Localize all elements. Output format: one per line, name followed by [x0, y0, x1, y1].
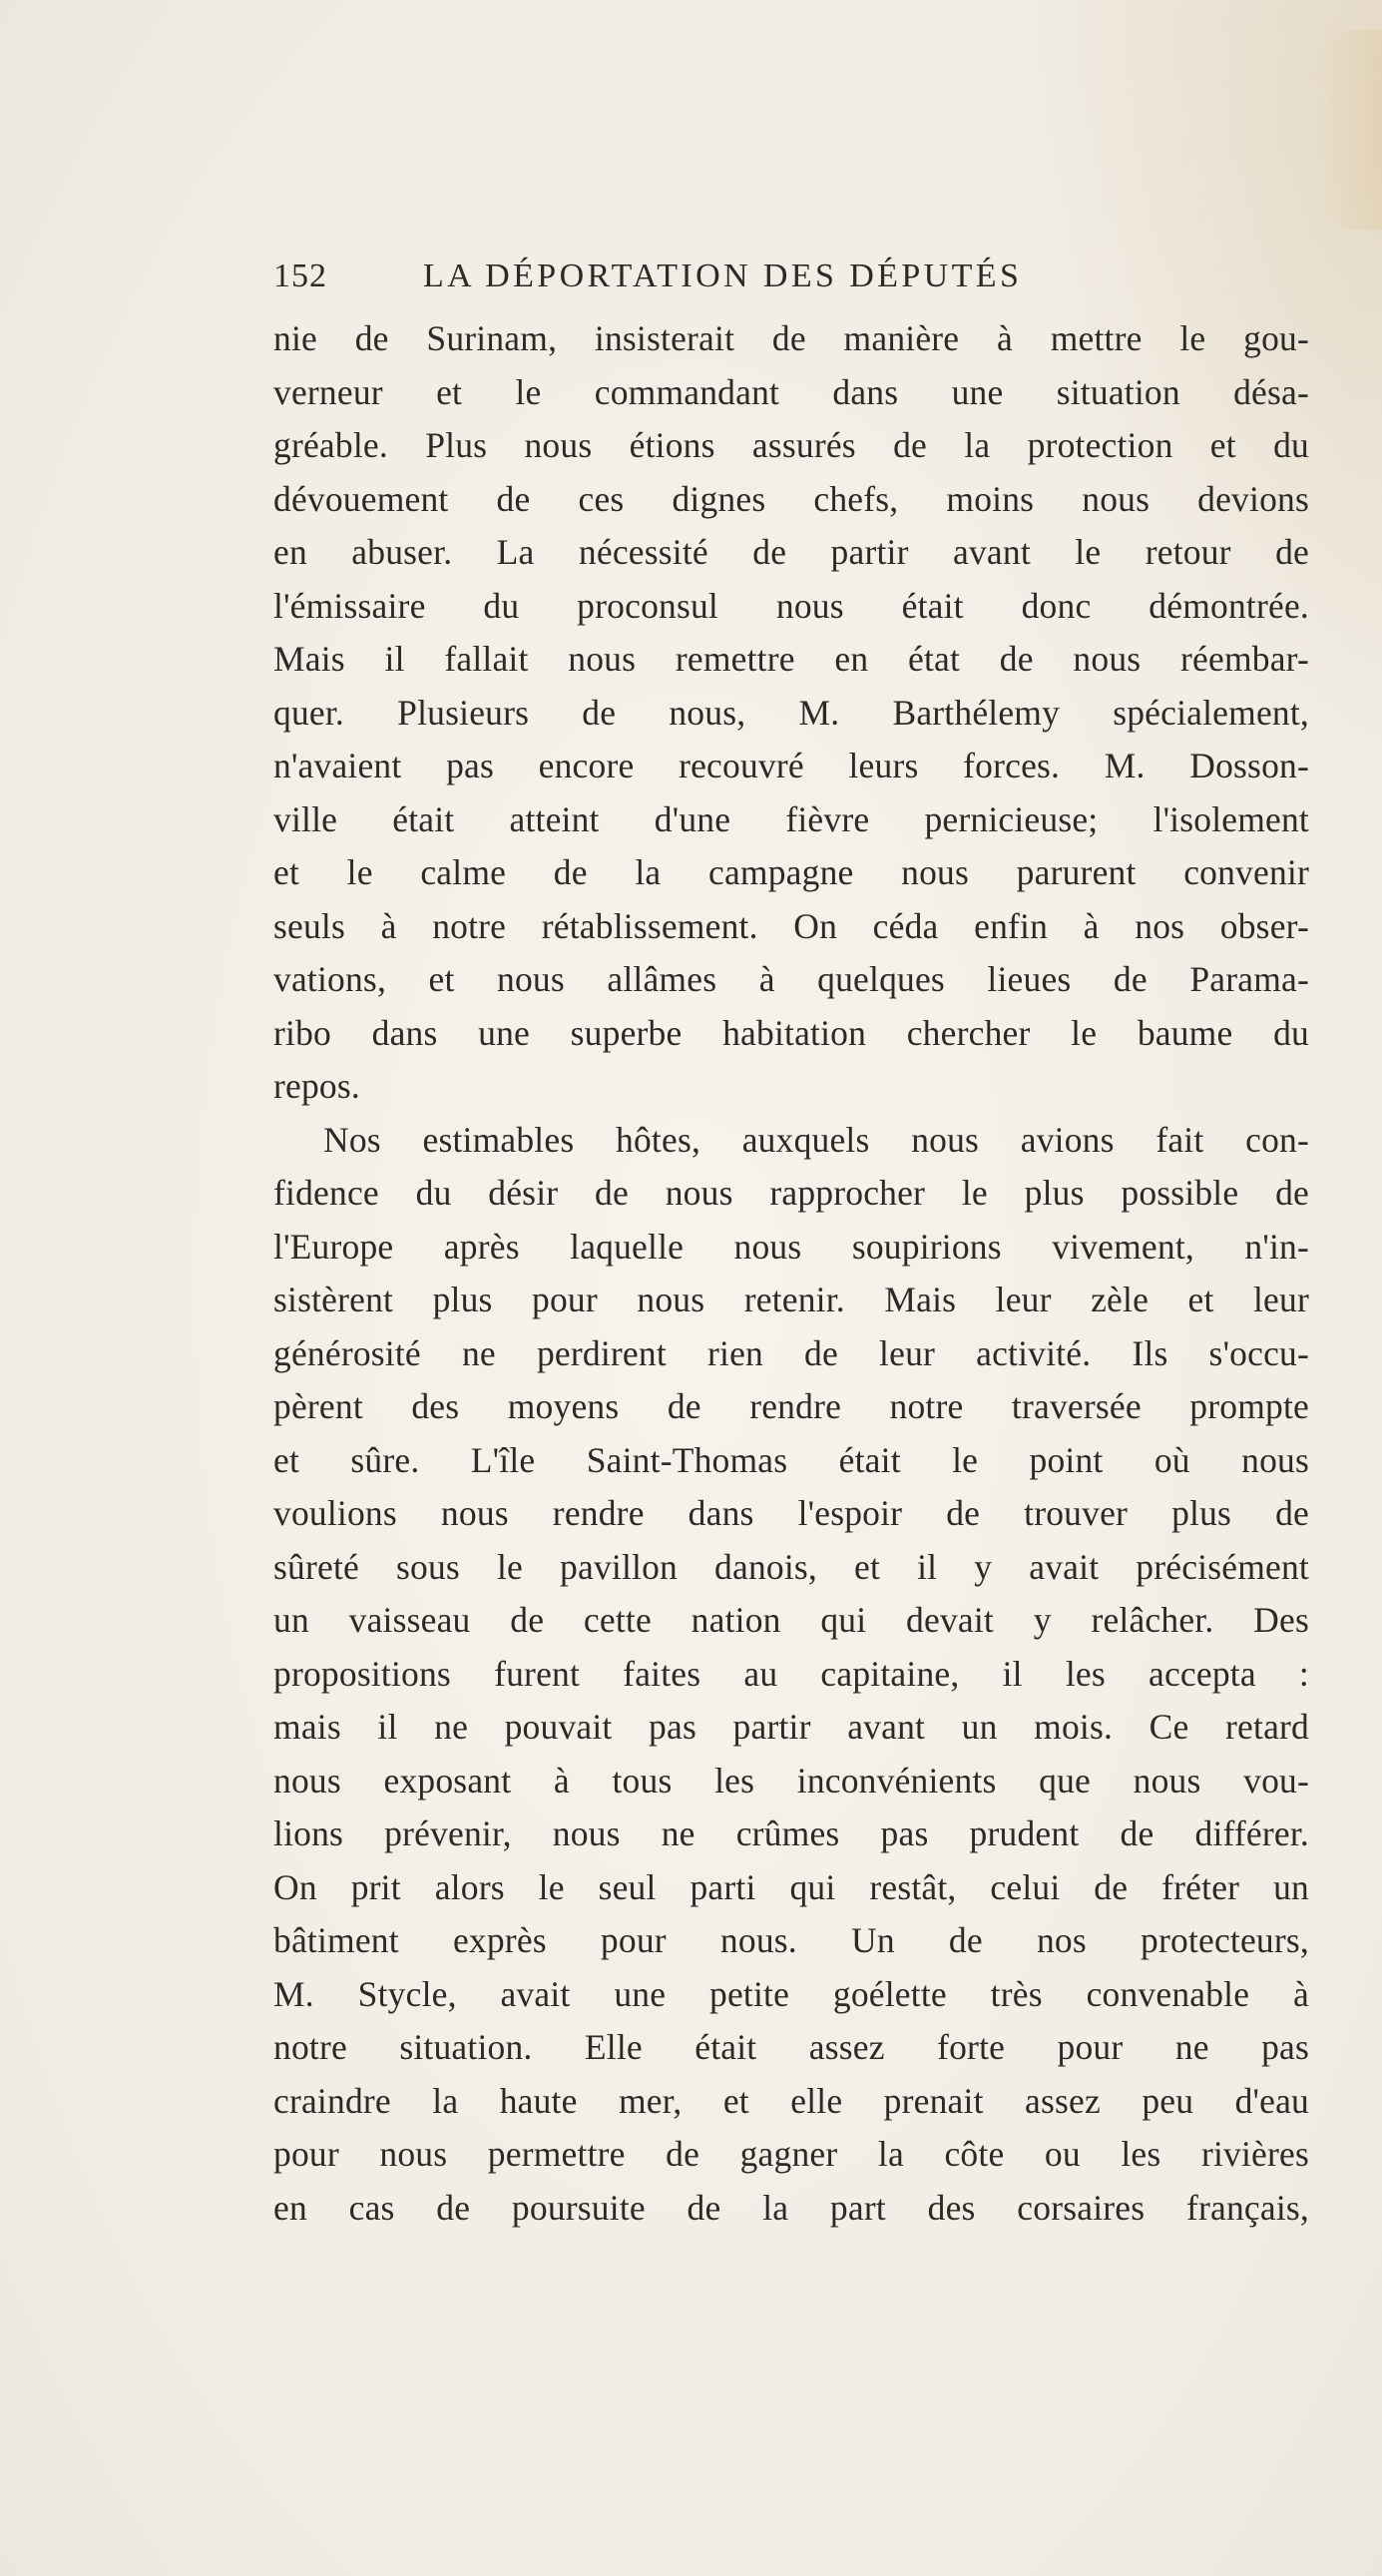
text-line: quer. Plusieurs de nous, M. Barthélemy spécialement,: [273, 692, 1309, 733]
text-line: pèrent des moyens de rendre notre traversée prompte: [273, 1386, 1309, 1426]
text-line: et le calme de la campagne nous parurent convenir: [273, 852, 1309, 892]
text-line: Nos estimables hôtes, auxquels nous avions fait con-: [323, 1119, 1309, 1160]
text-line: notre situation. Elle était assez forte pour ne pas: [273, 2027, 1309, 2067]
text-line: propositions furent faites au capitaine, il les accepta :: [273, 1653, 1309, 1694]
text-line: gréable. Plus nous étions assurés de la protection et du: [273, 425, 1309, 465]
text-line: bâtiment exprès pour nous. Un de nos protecteurs,: [273, 1920, 1309, 1960]
text-line: nous exposant à tous les inconvénients que nous vou-: [273, 1760, 1309, 1801]
text-line: M. Stycle, avait une petite goélette très convenable à: [273, 1973, 1309, 2014]
text-line: voulions nous rendre dans l'espoir de trouver plus de: [273, 1493, 1309, 1533]
text-line: l'Europe après laquelle nous soupirions vivement, n'in-: [273, 1226, 1309, 1267]
text-line: n'avaient pas encore recouvré leurs forces. M. Dosson-: [273, 746, 1309, 785]
text-line: un vaisseau de cette nation qui devait y relâcher. Des: [273, 1600, 1309, 1640]
text-line: mais il ne pouvait pas partir avant un mois. Ce retard: [273, 1707, 1309, 1747]
text-line: fidence du désir de nous rapprocher le plus possible de: [273, 1173, 1309, 1213]
text-line: craindre la haute mer, et elle prenait assez peu d'eau: [273, 2080, 1309, 2121]
text-line: lions prévenir, nous ne crûmes pas prudent de différer.: [273, 1813, 1309, 1853]
text-line: en abuser. La nécessité de partir avant le retour de: [273, 532, 1309, 572]
text-line: générosité ne perdirent rien de leur activité. Ils s'occu-: [273, 1332, 1309, 1373]
text-line: sistèrent plus pour nous retenir. Mais leur zèle et leur: [273, 1280, 1309, 1319]
text-line: On prit alors le seul parti qui restât, celui de fréter un: [273, 1866, 1309, 1907]
text-line: seuls à notre rétablissement. On céda enfin à nos obser-: [273, 905, 1309, 946]
running-head-title: LA DÉPORTATION DES DÉPUTÉS: [423, 258, 1023, 294]
text-line: verneur et le commandant dans une situation désa-: [273, 371, 1309, 412]
running-head: [273, 252, 1271, 301]
text-line: vations, et nous allâmes à quelques lieues de Parama-: [273, 959, 1309, 999]
paper-stain: [1322, 30, 1382, 230]
text-line: pour nous permettre de gagner la côte ou les rivières: [273, 2134, 1309, 2174]
text-line: sûreté sous le pavillon danois, et il y avait précisément: [273, 1546, 1309, 1587]
text-line: repos.: [273, 1066, 360, 1106]
text-line: dévouement de ces dignes chefs, moins nous devions: [273, 478, 1309, 519]
text-line: l'émissaire du proconsul nous était donc démontrée.: [273, 585, 1309, 626]
page-number: 152: [273, 258, 327, 294]
text-line: Mais il fallait nous remettre en état de nous réembar-: [273, 639, 1309, 679]
body-text: [273, 312, 1309, 2235]
text-line: et sûre. L'île Saint-Thomas était le point où nous: [273, 1439, 1309, 1480]
text-line: ribo dans une superbe habitation chercher le baume du: [273, 1012, 1309, 1053]
text-line: ville était atteint d'une fièvre pernicieuse; l'isolement: [273, 798, 1309, 839]
text-line: en cas de poursuite de la part des corsaires français,: [273, 2187, 1309, 2228]
text-line: nie de Surinam, insisterait de manière à mettre le gou-: [273, 318, 1309, 358]
